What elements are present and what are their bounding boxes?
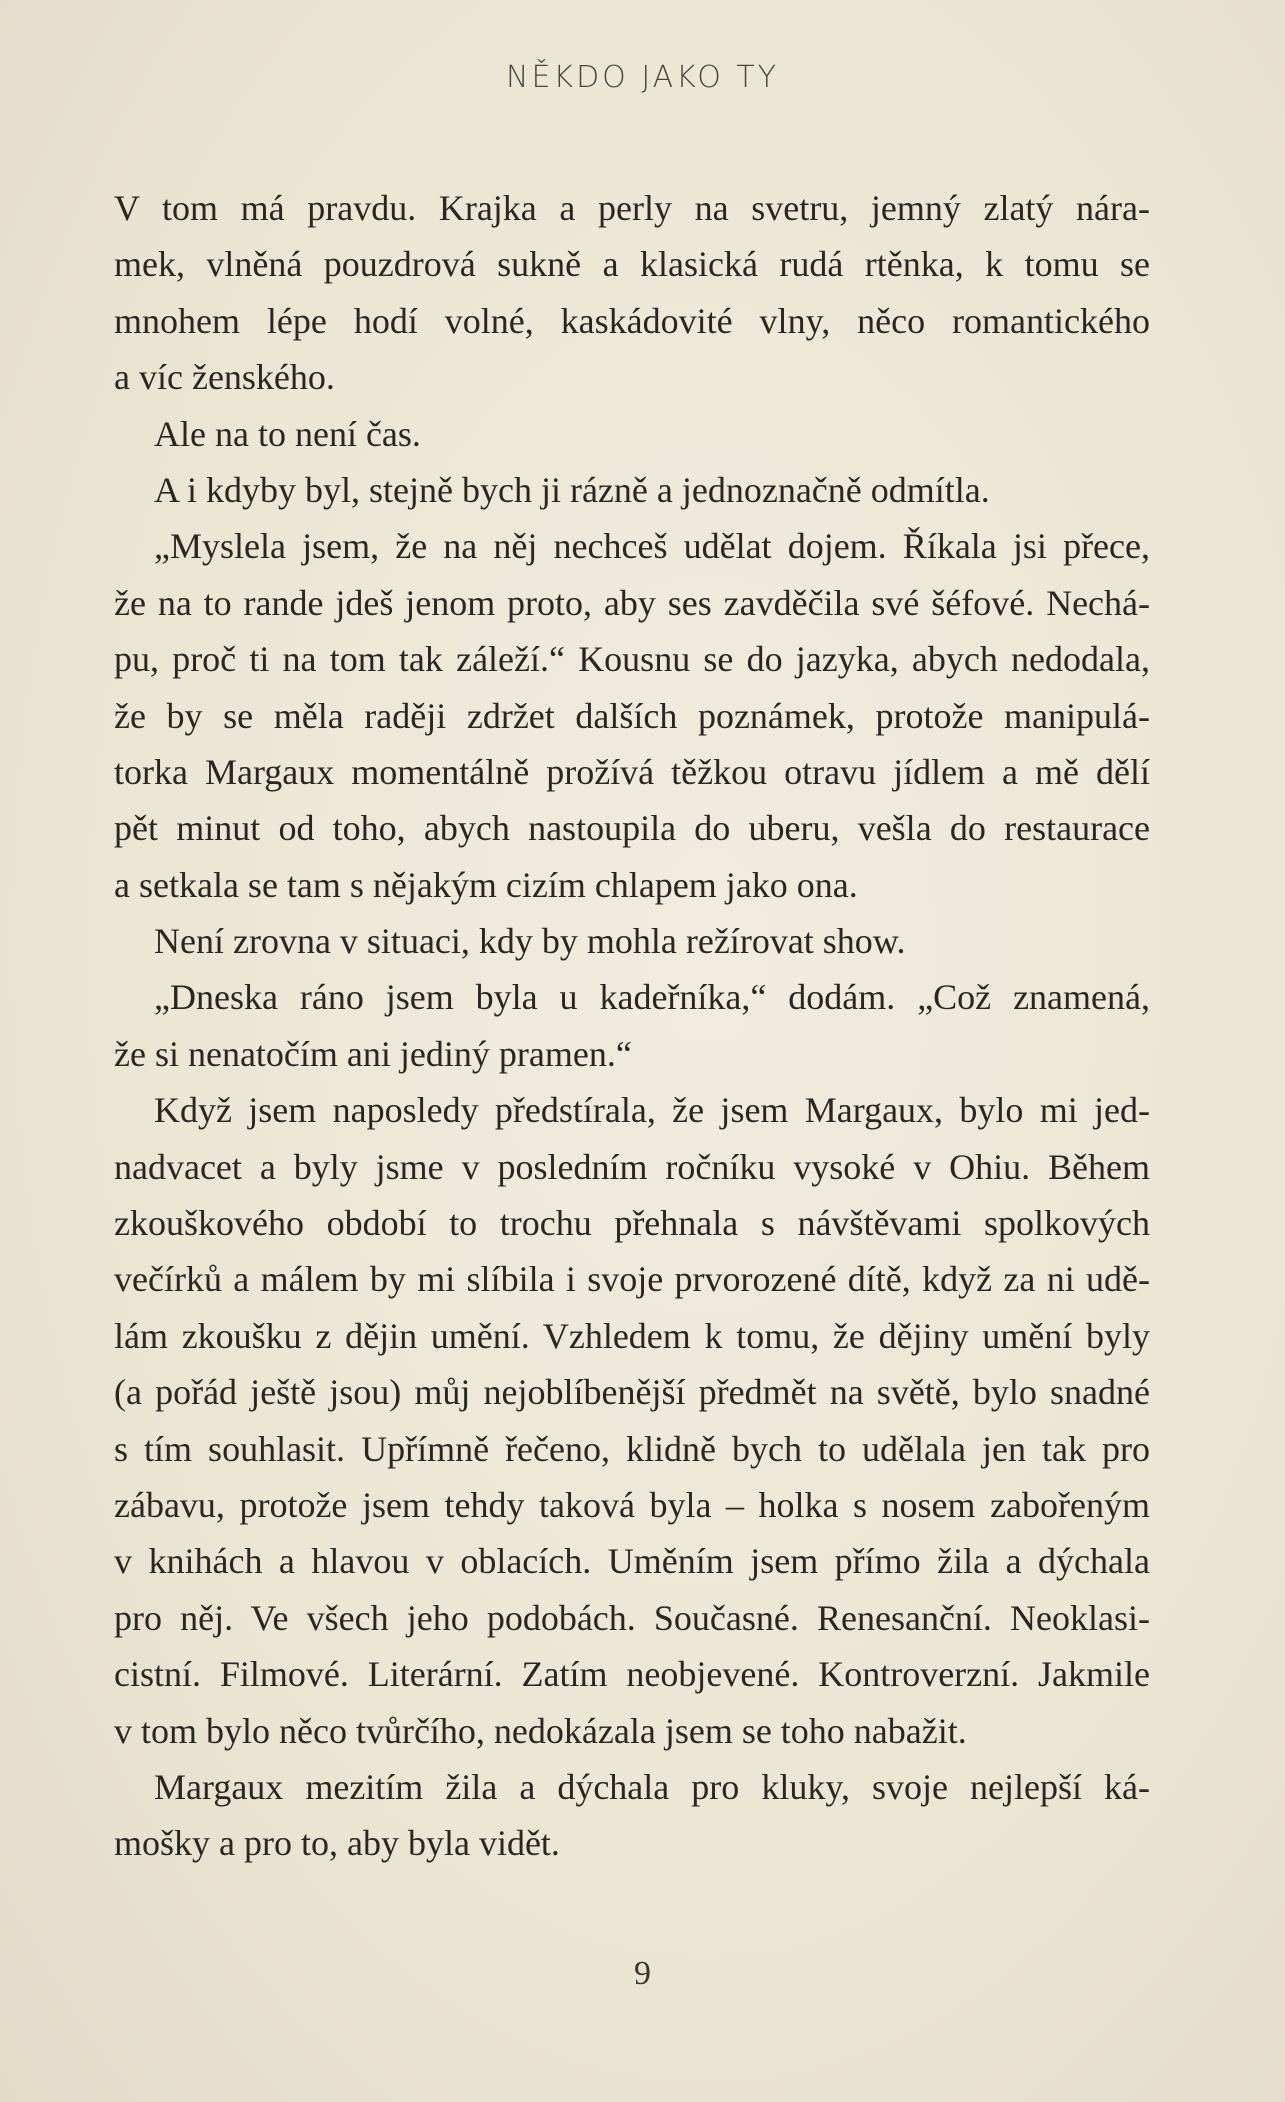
page-number: 9 bbox=[634, 1955, 651, 1992]
text-line: zkouškového období to trochu přehnala s návštěvami spolkových bbox=[114, 1203, 1150, 1244]
text-line: V tom má pravdu. Krajka a perly na svetru, jemný zlatý nára- bbox=[114, 188, 1150, 228]
text-line: Ale na to není čas. bbox=[154, 413, 421, 454]
text-line: že by se měla raději zdržet dalších poznámek, protože manipulá- bbox=[114, 695, 1150, 736]
text-line: zábavu, protože jsem tehdy taková byla – holka s nosem zabořeným bbox=[114, 1484, 1150, 1525]
text-line: pět minut od toho, abych nastoupila do uberu, vešla do restaurace bbox=[114, 808, 1150, 849]
text-line: že si nenatočím ani jediný pramen.“ bbox=[114, 1033, 632, 1074]
running-header: NĚKDO JAKO TY bbox=[506, 60, 779, 95]
text-line: mnohem lépe hodí volné, kaskádovité vlny, něco romantického bbox=[114, 300, 1150, 341]
text-line: Když jsem naposledy předstírala, že jsem Margaux, bylo mi jed- bbox=[154, 1090, 1150, 1131]
text-line: s tím souhlasit. Upřímně řečeno, klidně bych to udělala jen tak pro bbox=[114, 1428, 1150, 1469]
body-text bbox=[114, 180, 1150, 1872]
text-line: Margaux mezitím žila a dýchala pro kluky, svoje nejlepší ká- bbox=[154, 1766, 1150, 1807]
text-line: a víc ženského. bbox=[114, 357, 335, 398]
text-line: v knihách a hlavou v oblacích. Uměním jsem přímo žila a dýchala bbox=[114, 1541, 1150, 1582]
text-line: torka Margaux momentálně prožívá těžkou otravu jídlem a mě dělí bbox=[114, 751, 1150, 792]
text-line: večírků a málem by mi slíbila i svoje prvorozené dítě, když za ni udě- bbox=[114, 1259, 1150, 1300]
text-line: mek, vlněná pouzdrová sukně a klasická rudá rtěnka, k tomu se bbox=[114, 244, 1150, 285]
text-line: nadvacet a byly jsme v posledním ročníku vysoké v Ohiu. Během bbox=[114, 1146, 1150, 1187]
text-line: v tom bylo něco tvůrčího, nedokázala jsem se toho nabažit. bbox=[114, 1710, 967, 1751]
text-line: (a pořád ještě jsou) můj nejoblíbenější předmět na světě, bylo snadné bbox=[114, 1372, 1150, 1413]
text-line: pro něj. Ve všech jeho podobách. Současné. Renesanční. Neoklasi- bbox=[114, 1597, 1150, 1638]
text-line: mošky a pro to, aby byla vidět. bbox=[114, 1823, 560, 1864]
text-line: Není zrovna v situaci, kdy by mohla režírovat show. bbox=[154, 921, 906, 962]
text-line: lám zkoušku z dějin umění. Vzhledem k tomu, že dějiny umění byly bbox=[114, 1315, 1150, 1356]
text-line: A i kdyby byl, stejně bych ji rázně a jednoznačně odmítla. bbox=[154, 469, 990, 510]
text-line: cistní. Filmové. Literární. Zatím neobjevené. Kontroverzní. Jakmile bbox=[114, 1654, 1150, 1695]
text-line: „Dneska ráno jsem byla u kadeřníka,“ dodám. „Což znamená, bbox=[154, 977, 1150, 1018]
text-line: a setkala se tam s nějakým cizím chlapem jako ona. bbox=[114, 864, 858, 905]
text-line: pu, proč ti na tom tak záleží.“ Kousnu se do jazyka, abych nedodala, bbox=[114, 639, 1150, 680]
text-line: „Myslela jsem, že na něj nechceš udělat dojem. Říkala jsi přece, bbox=[154, 526, 1150, 567]
text-line: že na to rande jdeš jenom proto, aby ses zavděčila své šéfové. Nechá- bbox=[114, 582, 1150, 623]
